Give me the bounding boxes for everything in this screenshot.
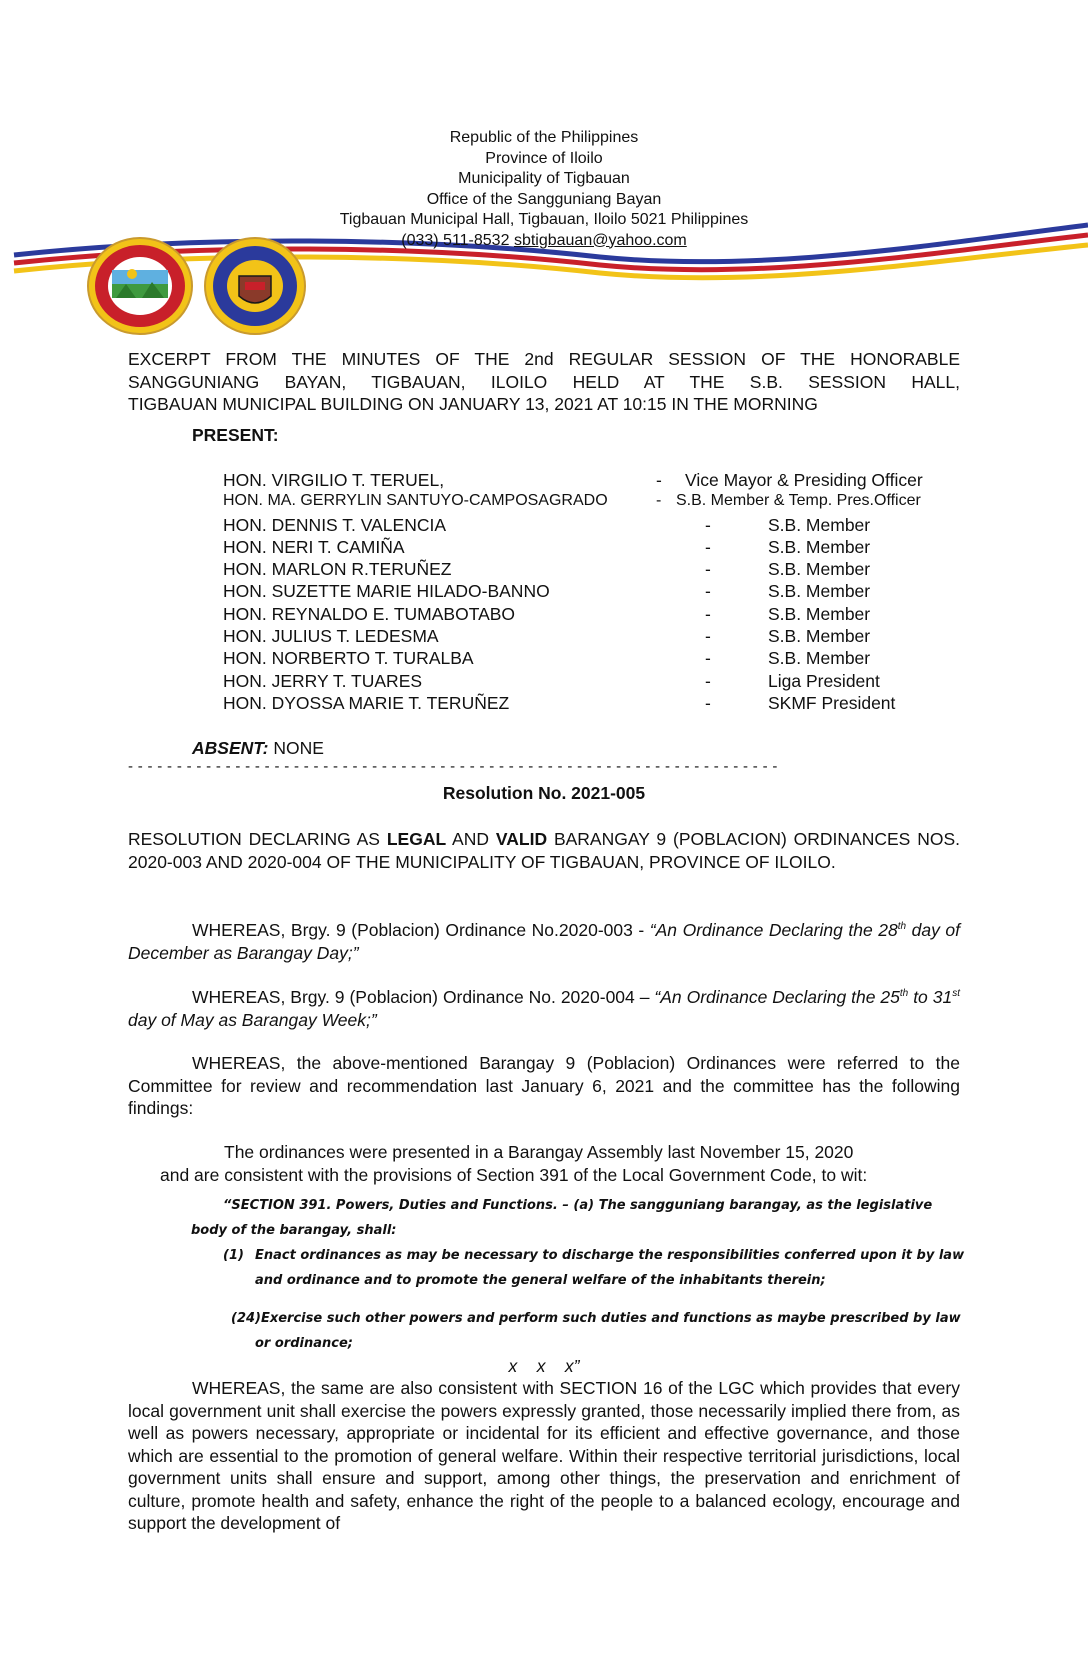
whereas-1-quote: “An Ordinance Declaring the 28: [649, 920, 898, 940]
member-row: [223, 693, 963, 715]
member-role: S.B. Member: [768, 559, 871, 580]
header-line-country: Republic of the Philippines: [449, 129, 639, 146]
resolution-title-text: BARANGAY 9 (POBLACION) ORDINANCES NOS. 2020-003 AND 2020-004 OF THE MUNICIPALITY OF TIGBAUAN, PROVINCE OF ILOILO.: [128, 829, 960, 872]
quote-item-24-line-a: (24)Exercise such other powers and perform such duties and functions as maybe prescribed by law: [231, 1311, 961, 1326]
member-dash: -: [705, 670, 711, 691]
member-role: S.B. Member & Temp. Pres.Officer: [676, 492, 921, 510]
member-name: HON. SUZETTE MARIE HILADO-BANNO: [223, 581, 550, 602]
member-dash: -: [705, 559, 711, 580]
sangguniang-bayan-seal-logo: [203, 236, 307, 336]
quote-item-1-line-a: Enact ordinances as may be necessary to discharge the responsibilities conferred upon it by law: [255, 1248, 965, 1263]
resolution-number: Resolution No. 2021-005: [442, 783, 646, 803]
member-name: HON. MA. GERRYLIN SANTUYO-CAMPOSAGRADO: [223, 492, 608, 510]
member-role: SKMF President: [768, 692, 896, 713]
whereas-1-lead: WHEREAS, Brgy. 9 (Poblacion) Ordinance No.2020-003 -: [192, 920, 650, 940]
member-role: S.B. Member: [768, 603, 871, 624]
member-dash: -: [705, 692, 711, 713]
quote-item-1: [191, 1243, 965, 1293]
member-role: Vice Mayor & Presiding Officer: [685, 470, 923, 490]
member-name: HON. VIRGILIO T. TERUEL,: [223, 470, 445, 490]
members-roster: [223, 470, 963, 715]
absent-value: NONE: [273, 738, 324, 758]
excerpt-line-3: TIGBAUAN MUNICIPAL BUILDING ON JANUARY 13, 2021 AT 10:15 IN THE MORNING: [128, 394, 818, 414]
whereas-paragraph-2: [128, 986, 960, 1031]
member-dash: -: [705, 536, 711, 557]
member-row: [223, 604, 963, 626]
whereas-2-sup: st: [952, 988, 960, 1000]
header-line-office: Office of the Sangguniang Bayan: [426, 190, 662, 208]
member-row: [223, 470, 963, 492]
member-dash: -: [705, 514, 711, 535]
member-dash: -: [705, 603, 711, 624]
member-name: HON. MARLON R.TERUÑEZ: [223, 559, 452, 580]
present-label: PRESENT:: [192, 425, 279, 445]
header-email-link[interactable]: sbtigbauan@yahoo.com: [513, 231, 687, 249]
resolution-title-legal: LEGAL: [386, 829, 447, 849]
member-name: HON. DYOSSA MARIE T. TERUÑEZ: [223, 692, 510, 713]
member-dash: -: [656, 470, 662, 490]
member-row: [223, 492, 963, 514]
absent-line: [192, 737, 324, 760]
member-role: S.B. Member: [768, 514, 871, 535]
member-name: HON. DENNIS T. VALENCIA: [223, 514, 447, 535]
member-dash: -: [705, 626, 711, 647]
excerpt-line-1: EXCERPT FROM THE MINUTES OF THE 2nd REGULAR SESSION OF THE HONORABLE: [128, 349, 960, 369]
quote-intro-1: “SECTION 391. Powers, Duties and Functions. – (a) The sangguniang barangay, as the legislative: [223, 1198, 933, 1213]
member-role: S.B. Member: [768, 648, 871, 669]
whereas-paragraph-1: [128, 919, 960, 964]
member-row: [223, 515, 963, 537]
member-row: [223, 648, 963, 670]
whereas-2-quote-end: day of May as Barangay Week;”: [128, 1009, 377, 1030]
member-dash: -: [705, 648, 711, 669]
whereas-2-quote: “An Ordinance Declaring the 25: [654, 987, 900, 1007]
member-row: [223, 581, 963, 603]
member-row: [223, 626, 963, 648]
letterhead: [0, 128, 1088, 251]
quote-intro-2: body of the barangay, shall:: [191, 1223, 397, 1238]
member-role: S.B. Member: [768, 626, 871, 647]
whereas-1-quote-end: day of December as Barangay Day;”: [128, 920, 960, 963]
member-row: [223, 537, 963, 559]
whereas-2-lead: WHEREAS, Brgy. 9 (Poblacion) Ordinance No. 2020-004 –: [192, 987, 655, 1007]
member-dash: -: [705, 581, 711, 602]
header-contact: [0, 231, 1088, 252]
whereas-paragraph-4: WHEREAS, the same are also consistent with SECTION 16 of the LGC which provides that every local government unit shall exercise the powers expressly granted, those necessarily implied there from, as well as powers necessary, appropriate or incidental for its efficient and effective governance, and those which are essential to the promotion of general welfare. Within their respective territorial jurisdictions, local government units shall ensure and support, among other things, the preservation and enrichment of culture, promote health and safety, enhance the right of the people to a balanced ecology, encourage and support the development of: [128, 1378, 960, 1533]
member-dash: -: [656, 492, 662, 510]
whereas-2-quote-mid: to 31: [908, 987, 953, 1007]
quote-item-1-number: (1): [223, 1248, 244, 1263]
resolution-title-valid: VALID: [495, 829, 548, 849]
absent-label: ABSENT:: [192, 738, 269, 758]
whereas-1-sup: th: [897, 921, 907, 933]
resolution-title: [128, 828, 960, 873]
whereas-paragraph-3: WHEREAS, the above-mentioned Barangay 9 (Poblacion) Ordinances were referred to the Committee for review and recommendation last January 6, 2021 and the committee has the following findings:: [128, 1053, 960, 1118]
findings-line-2: and are consistent with the provisions of Section 391 of the Local Government Code, to wit:: [160, 1164, 868, 1185]
member-name: HON. JULIUS T. LEDESMA: [223, 626, 439, 647]
member-row: [223, 559, 963, 581]
member-name: HON. REYNALDO E. TUMABOTABO: [223, 603, 516, 624]
member-name: HON. NORBERTO T. TURALBA: [223, 648, 474, 669]
member-row: [223, 671, 963, 693]
header-line-province: Province of Iloilo: [485, 149, 603, 167]
whereas-2-sup: th: [899, 988, 909, 1000]
member-name: HON. JERRY T. TUARES: [223, 670, 423, 691]
findings-paragraph: [160, 1141, 960, 1186]
header-line-municipality: Municipality of Tigbauan: [458, 170, 630, 187]
member-name: HON. NERI T. CAMIÑA: [223, 536, 405, 557]
header-phone: (033) 511-8532: [401, 231, 510, 249]
resolution-title-text: AND: [446, 829, 496, 849]
separator-line: - - - - - - - - - - - - - - - - - - - - - - - - - - - - - - - - - - - - - - - - - - - - - - - - - - - - - - - - - - - - - - - - - - -: [128, 758, 778, 775]
member-role: S.B. Member: [768, 581, 871, 602]
excerpt-heading: [128, 348, 960, 416]
section-391-quote: [191, 1193, 965, 1356]
excerpt-line-2: SANGGUNIANG BAYAN, TIGBAUAN, ILOILO HELD AT THE S.B. SESSION HALL,: [128, 371, 960, 392]
findings-line-1: The ordinances were presented in a Barangay Assembly last November 15, 2020: [224, 1142, 854, 1162]
quote-item-1-line-b: and ordinance and to promote the general welfare of the inhabitants therein;: [255, 1273, 826, 1288]
quote-item-24-line-b: or ordinance;: [255, 1336, 353, 1351]
resolution-title-text: RESOLUTION DECLARING AS: [128, 829, 387, 849]
member-role: S.B. Member: [768, 536, 871, 557]
header-line-address: Tigbauan Municipal Hall, Tigbauan, Iloilo 5021 Philippines: [339, 211, 749, 228]
member-role: Liga President: [768, 670, 880, 691]
municipality-seal-logo: [86, 236, 194, 336]
quote-ellipsis: x x x”: [508, 1356, 580, 1376]
